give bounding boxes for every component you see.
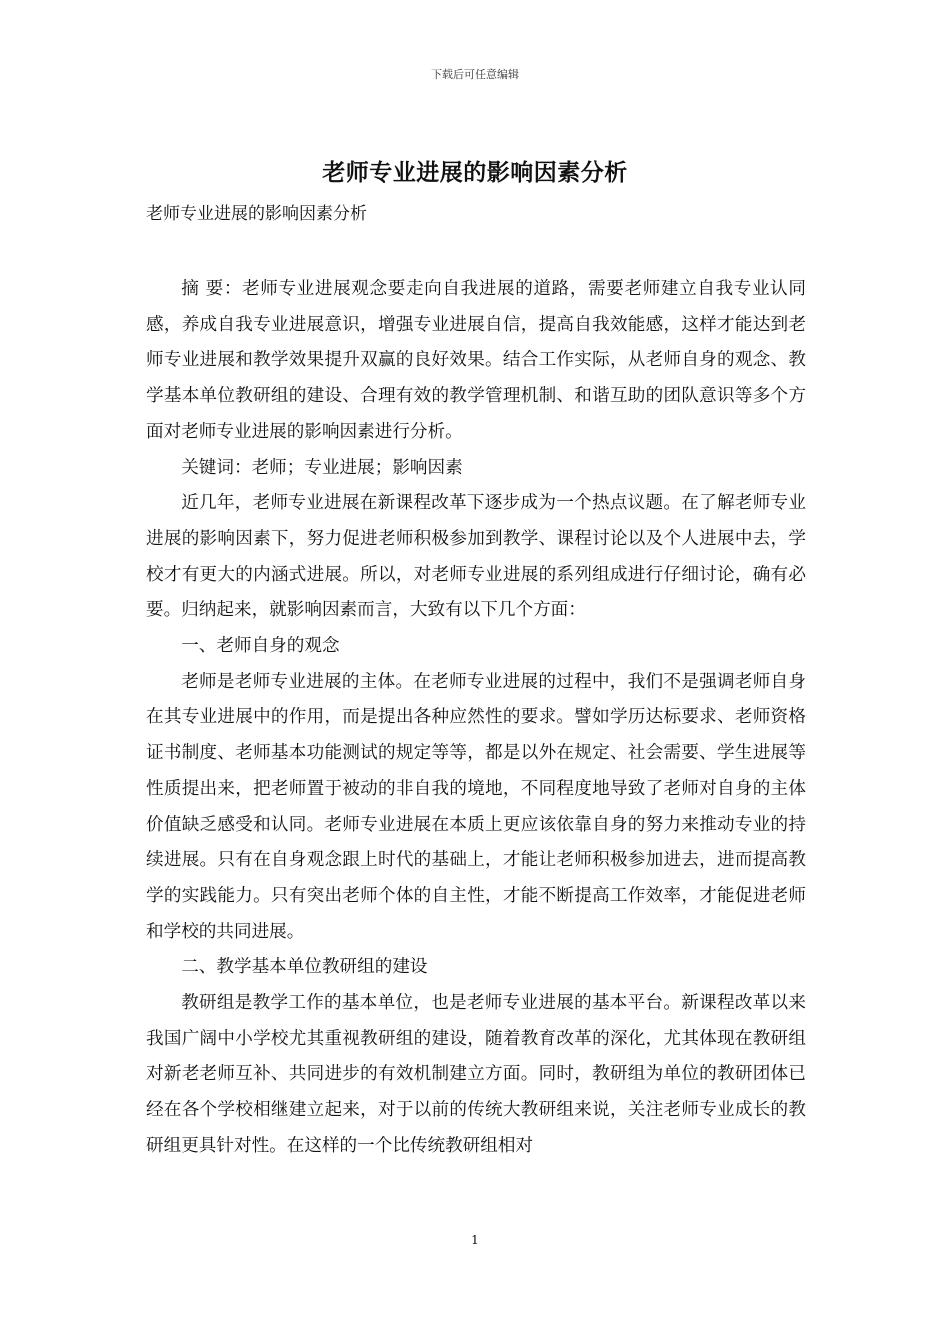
keywords-paragraph: 关键词：老师；专业进展；影响因素 bbox=[181, 457, 463, 478]
document-body bbox=[146, 272, 806, 1165]
section-1-paragraph: 老师是老师专业进展的主体。在老师专业进展的过程中，我们不是强调老师自身在其专业进展中的作用，而是提出各种应然性的要求。譬如学历达标要求、老师资格证书制度、老师基本功能测试的规定等等，都是以外在规定、社会需要、学生进展等性质提出来，把老师置于被动的非自我的境地，不同程度地导致了老师对自身的主体价值缺乏感受和认同。老师专业进展在本质上更应该依靠自身的努力来推动专业的持续进展。只有在自身观念跟上时代的基础上，才能让老师积极参加进去，进而提高教学的实践能力。只有突出老师个体的自主性，才能不断提高工作效率，才能促进老师和学校的共同进展。 bbox=[146, 671, 806, 942]
intro-paragraph: 近几年，老师专业进展在新课程改革下逐步成为一个热点议题。在了解老师专业进展的影响因素下，努力促进老师积极参加到教学、课程讨论以及个人进展中去，学校才有更大的内涵式进展。所以，对老师专业进展的系列组成进行仔细讨论，确有必要。归纳起来，就影响因素而言，大致有以下几个方面： bbox=[146, 493, 806, 621]
page-number: 1 bbox=[471, 1233, 479, 1247]
section-2-paragraph: 教研组是教学工作的基本单位，也是老师专业进展的基本平台。新课程改革以来我国广阔中小学校尤其重视教研组的建设，随着教育改革的深化，尤其体现在教研组对新老老师互补、共同进步的有效机制建立方面。同时，教研组为单位的教研团体已经在各个学校相继建立起来，对于以前的传统大教研组来说，关注老师专业成长的教研组更具针对性。在这样的一个比传统教研组相对 bbox=[146, 993, 806, 1156]
page-header-note: 下载后可任意编辑 bbox=[431, 68, 519, 81]
section-heading-2: 二、教学基本单位教研组的建设 bbox=[181, 957, 428, 978]
abstract-paragraph: 摘 要：老师专业进展观念要走向自我进展的道路，需要老师建立自我专业认同感，养成自我专业进展意识，增强专业进展自信，提高自我效能感，这样才能达到老师专业进展和教学效果提升双赢的良好效果。结合工作实际，从老师自身的观念、教学基本单位教研组的建设、合理有效的教学管理机制、和谐互助的团队意识等多个方面对老师专业进展的影响因素进行分析。 bbox=[146, 279, 806, 442]
section-heading-1: 一、老师自身的观念 bbox=[181, 636, 340, 657]
document-title: 老师专业进展的影响因素分析 bbox=[322, 159, 628, 186]
document-subtitle: 老师专业进展的影响因素分析 bbox=[146, 204, 367, 224]
